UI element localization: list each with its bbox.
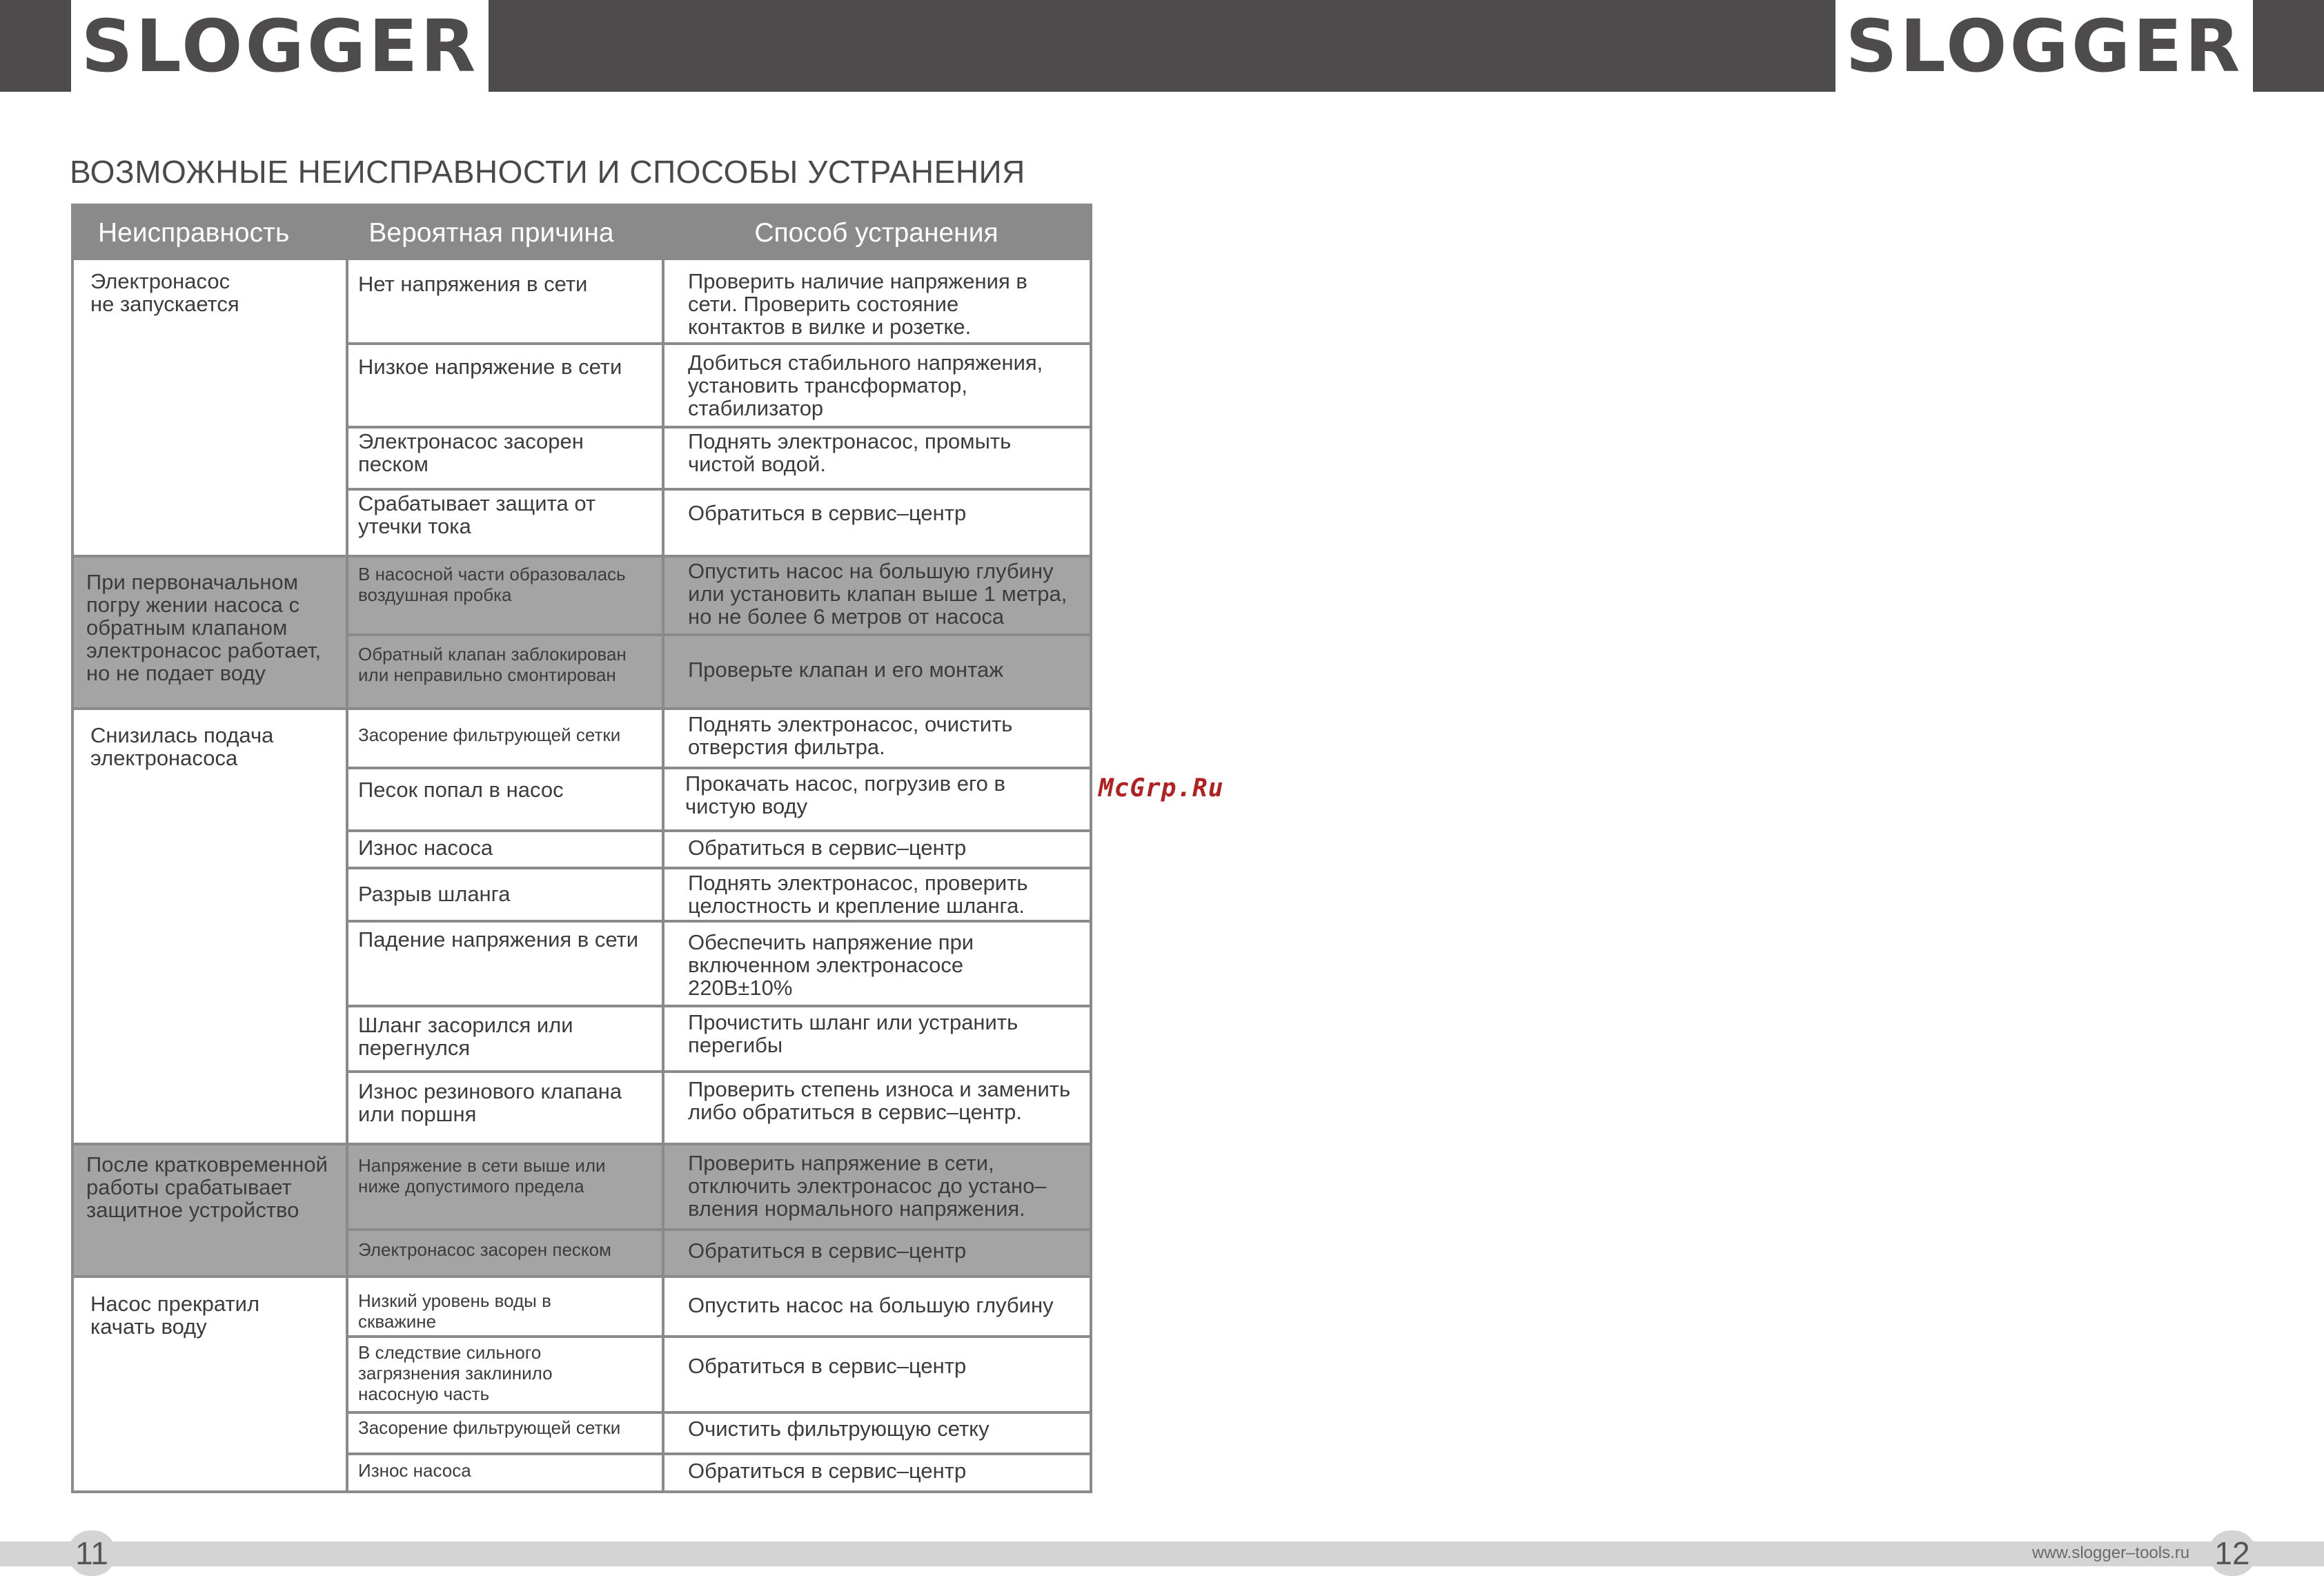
remedy-cell: Проверить степень износа и заменить либо обратиться в сервис–центр. [688, 1077, 1071, 1124]
cause-cell: Износ резинового клапана или поршня [358, 1079, 622, 1126]
remedy-cell: Обратиться в сервис–центр [688, 836, 967, 860]
footer-bar [0, 1541, 2324, 1566]
cause-cell: Износ насоса [358, 836, 493, 860]
cause-cell: В насосной части образовалась воздушная пробка [358, 564, 626, 605]
cause-cell: В следствие сильного загрязнения заклинило насосную часть [358, 1342, 553, 1404]
row-border [347, 1411, 1090, 1414]
column-header-remedy: Способ устранения [663, 206, 1090, 260]
remedy-cell: Очистить фильтрующую сетку [688, 1417, 989, 1441]
cause-cell: Износ насоса [358, 1460, 471, 1481]
remedy-cell: Поднять электронасос, проверить целостность и крепление шланга. [688, 871, 1028, 918]
column-header-fault: Неисправность [74, 206, 347, 260]
fault-cell: Снизилась подача электронасоса [90, 723, 274, 770]
cause-cell: Засорение фильтрующей сетки [358, 1417, 621, 1438]
row-border [347, 633, 1090, 636]
group-border [74, 555, 1090, 558]
troubleshooting-table [71, 204, 1092, 1493]
remedy-cell: Проверить наличие напряжения в сети. Проверить состояние контактов в вилке и розетке. [688, 269, 1027, 339]
fault-cell: При первоначальном погру жении насоса с обратным клапаном электронасос работает, но не подает воду [86, 570, 322, 685]
fault-cell: Электронасос не запускается [90, 269, 239, 316]
group-border [74, 707, 1090, 710]
watermark-text: McGrp.Ru [1099, 774, 1224, 802]
remedy-cell: Обеспечить напряжение при включенном электронасосе 220В±10% [688, 930, 974, 1000]
brand-logo-text: SLOGGER [81, 3, 479, 88]
cause-cell: Напряжение в сети выше или ниже допустимого предела [358, 1155, 606, 1196]
remedy-cell: Проверьте клапан и его монтаж [688, 658, 1003, 682]
page-title: ВОЗМОЖНЫЕ НЕИСПРАВНОСТИ И СПОСОБЫ УСТРАНЕНИЯ [70, 154, 1025, 190]
fault-cell: После кратковременной работы срабатывает защитное устройство [86, 1152, 328, 1222]
column-divider [662, 260, 664, 1492]
row-border [347, 767, 1090, 769]
row-border [347, 1005, 1090, 1007]
brand-logo-left [71, 0, 489, 92]
cause-cell: Засорение фильтрующей сетки [358, 725, 621, 745]
cause-cell: Шланг засорился или перегнулся [358, 1013, 573, 1060]
remedy-cell: Обратиться в сервис–центр [688, 1239, 967, 1263]
remedy-cell: Обратиться в сервис–центр [688, 1354, 967, 1378]
fault-cell: Насос прекратил качать воду [90, 1292, 260, 1339]
brand-logo-text: SLOGGER [1845, 3, 2243, 88]
column-divider [346, 260, 348, 1492]
row-border [347, 920, 1090, 923]
remedy-cell: Прокачать насос, погрузив его в чистую воду [685, 771, 1005, 818]
cause-cell: Падение напряжения в сети [358, 927, 639, 952]
cause-cell: Обратный клапан заблокирован или неправильно смонтирован [358, 644, 627, 685]
column-header-cause: Вероятная причина [347, 206, 663, 260]
remedy-cell: Поднять электронасос, промыть чистой водой. [688, 429, 1012, 476]
row-border [347, 867, 1090, 869]
cause-cell: Нет напряжения в сети [358, 272, 588, 296]
cause-cell: Низкий уровень воды в скважине [358, 1290, 551, 1332]
cause-cell: Электронасос засорен песком [358, 429, 584, 476]
row-border [347, 488, 1090, 491]
row-border [347, 829, 1090, 832]
cause-cell: Песок попал в насос [358, 778, 564, 802]
row-border [347, 342, 1090, 345]
page-number-left: 11 [68, 1530, 116, 1576]
remedy-cell: Прочистить шланг или устранить перегибы [688, 1010, 1018, 1057]
remedy-cell: Обратиться в сервис–центр [688, 1459, 967, 1483]
group-border [74, 1143, 1090, 1145]
page-number-right: 12 [2208, 1530, 2256, 1576]
remedy-cell: Обратиться в сервис–центр [688, 501, 967, 525]
row-border [347, 1335, 1090, 1338]
remedy-cell: Проверить напряжение в сети, отключить электронасос до устано– вления нормального напряжения. [688, 1151, 1047, 1221]
remedy-cell: Опустить насос на большую глубину или установить клапан выше 1 метра, но не более 6 метров от насоса [688, 559, 1067, 629]
cause-cell: Низкое напряжение в сети [358, 355, 622, 379]
cause-cell: Разрыв шланга [358, 882, 511, 906]
group-border [74, 1275, 1090, 1278]
row-border [347, 1452, 1090, 1455]
website-link[interactable]: www.slogger–tools.ru [2032, 1544, 2190, 1562]
row-border [347, 1228, 1090, 1231]
row-border [347, 1070, 1090, 1073]
cause-cell: Электронасос засорен песком [358, 1239, 611, 1260]
remedy-cell: Поднять электронасос, очистить отверстия фильтра. [688, 712, 1013, 759]
remedy-cell: Добиться стабильного напряжения, установить трансформатор, стабилизатор [688, 351, 1043, 420]
brand-logo-right [1835, 0, 2253, 92]
row-border [347, 426, 1090, 429]
remedy-cell: Опустить насос на большую глубину [688, 1293, 1054, 1317]
cause-cell: Срабатывает защита от утечки тока [358, 491, 596, 538]
